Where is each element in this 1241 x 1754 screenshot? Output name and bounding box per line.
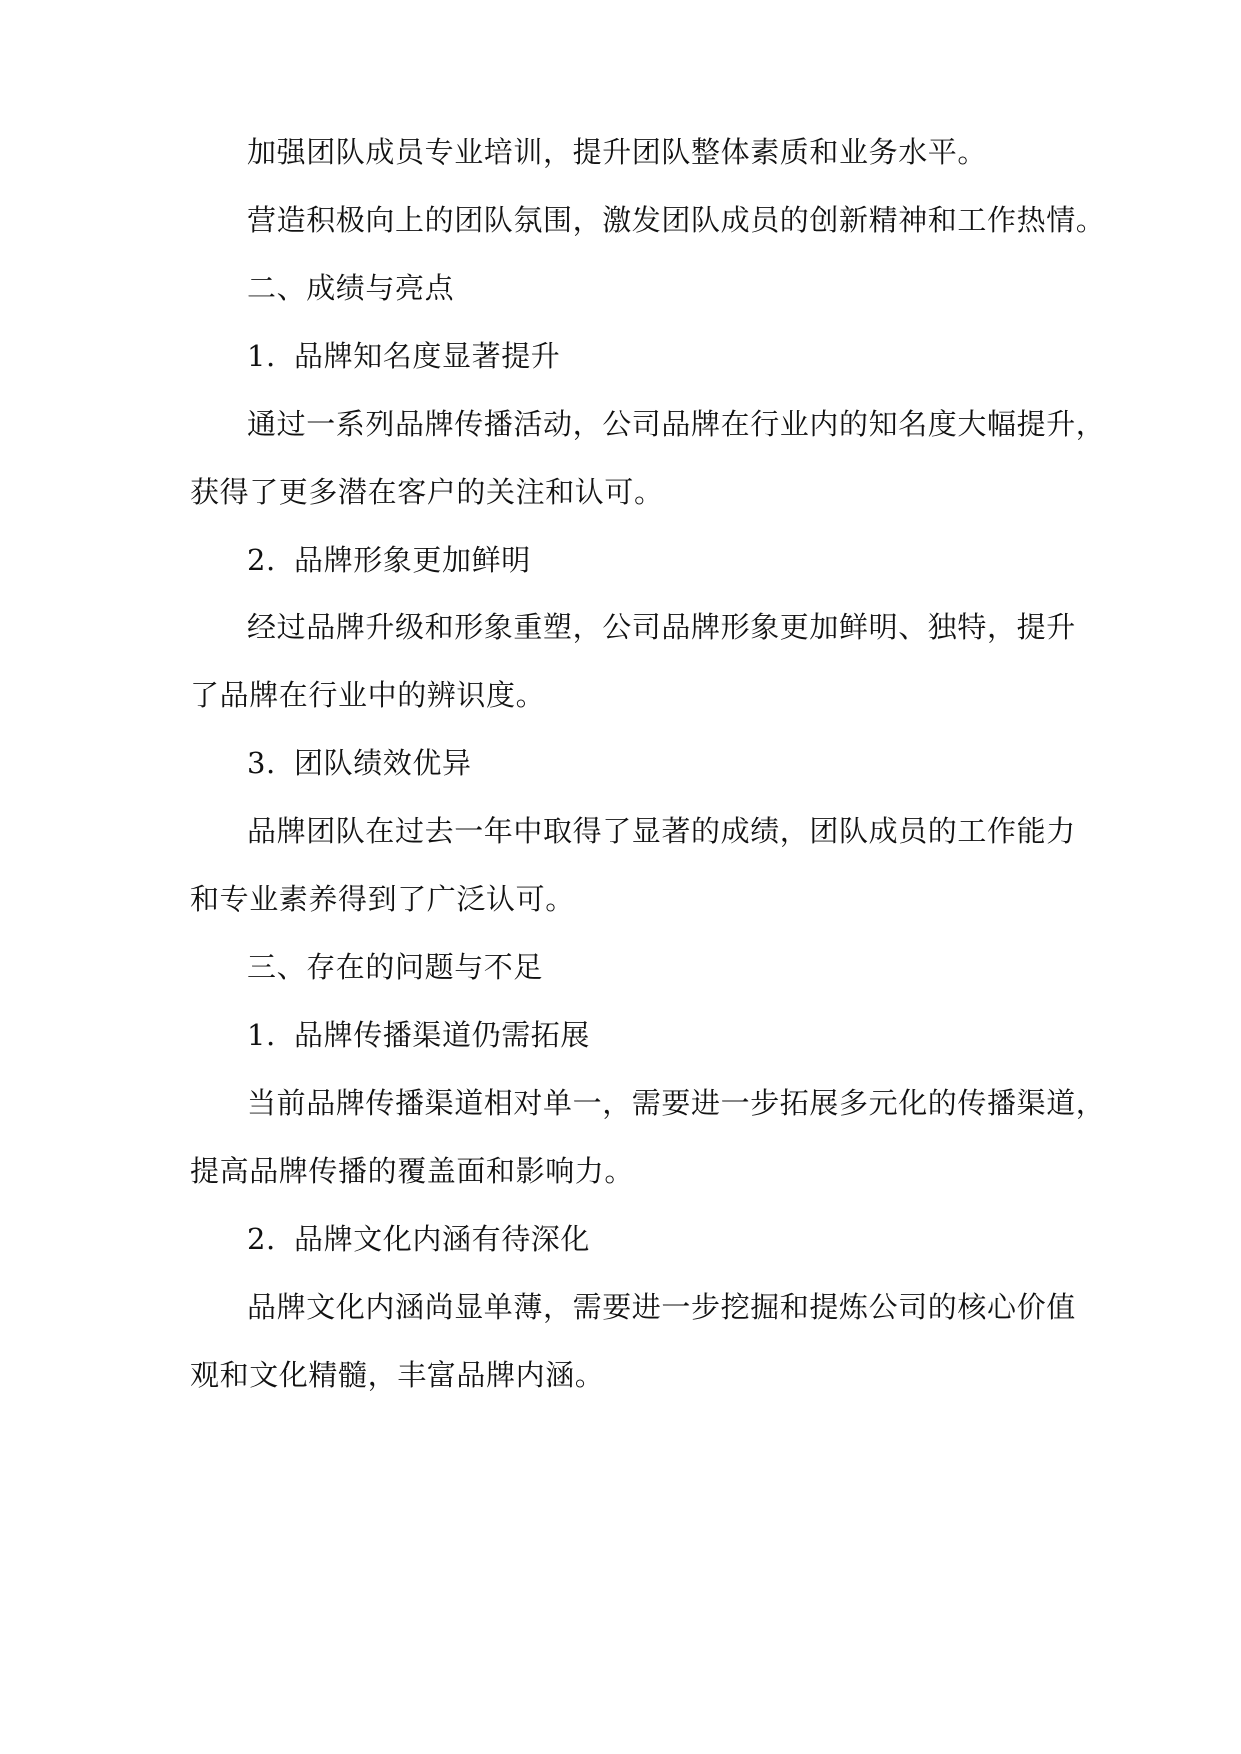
subsection-title: 团队绩效优异: [294, 746, 472, 780]
paragraph-line: 营造积极向上的团队氛围，激发团队成员的创新精神和工作热情。: [247, 203, 1106, 237]
paragraph-line: 了品牌在行业中的辨识度。: [190, 678, 546, 712]
paragraph-line: 经过品牌升级和形象重塑，公司品牌形象更加鲜明、独特，提升: [247, 610, 1076, 644]
subsection-title: 品牌文化内涵有待深化: [294, 1222, 591, 1256]
subsection-heading: [0, 1219, 1241, 1259]
paragraph-line: 和专业素养得到了广泛认可。: [190, 882, 575, 916]
paragraph-line: 品牌团队在过去一年中取得了显著的成绩，团队成员的工作能力: [247, 814, 1076, 848]
paragraph-line: 品牌文化内涵尚显单薄，需要进一步挖掘和提炼公司的核心价值: [247, 1290, 1076, 1324]
paragraph-line: 观和文化精髓，丰富品牌内涵。: [190, 1358, 605, 1392]
paragraph-line: 加强团队成员专业培训，提升团队整体素质和业务水平。: [247, 135, 988, 169]
subsection-title: 品牌形象更加鲜明: [294, 543, 531, 577]
section-heading: 三、存在的问题与不足: [247, 950, 544, 984]
subsection-heading: [0, 540, 1241, 580]
list-number: 3.: [247, 746, 276, 780]
subsection-title: 品牌知名度显著提升: [294, 339, 561, 373]
section-heading: 二、成绩与亮点: [247, 271, 455, 305]
list-number: 2.: [247, 1222, 276, 1256]
paragraph-line: 当前品牌传播渠道相对单一，需要进一步拓展多元化的传播渠道，: [247, 1086, 1106, 1120]
subsection-heading: [0, 743, 1241, 783]
list-number: 1.: [247, 339, 276, 373]
subsection-title: 品牌传播渠道仍需拓展: [294, 1018, 591, 1052]
subsection-heading: [0, 336, 1241, 376]
list-number: 2.: [247, 543, 276, 577]
paragraph-line: 获得了更多潜在客户的关注和认可。: [190, 475, 664, 509]
paragraph-line: 提高品牌传播的覆盖面和影响力。: [190, 1154, 635, 1188]
subsection-heading: [0, 1015, 1241, 1055]
list-number: 1.: [247, 1018, 276, 1052]
paragraph-line: 通过一系列品牌传播活动，公司品牌在行业内的知名度大幅提升，: [247, 407, 1106, 441]
